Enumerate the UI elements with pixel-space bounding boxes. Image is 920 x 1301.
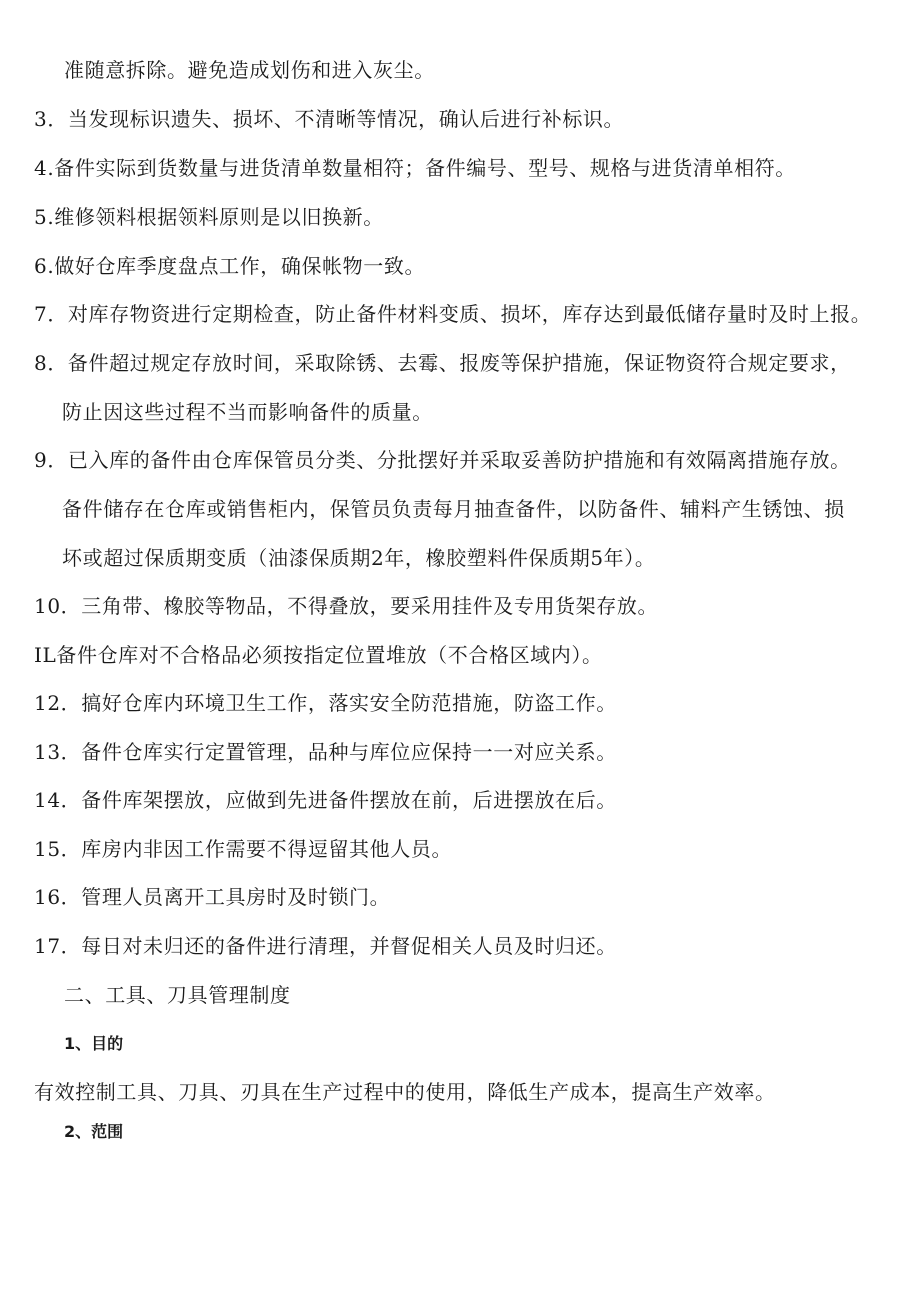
list-item: 7．对库存物资进行定期检查，防止备件材料变质、损坏，库存达到最低储存量时及时上报。 — [34, 302, 872, 326]
paragraph-line: 准随意拆除。避免造成划伤和进入灰尘。 — [64, 58, 435, 82]
subheading-scope: 2、范围 — [64, 1122, 124, 1141]
list-item: 13．备件仓库实行定置管理，品种与库位应保持一一对应关系。 — [34, 740, 617, 764]
list-item-continuation: 坏或超过保质期变质（油漆保质期2年，橡胶塑料件保质期5年）。 — [62, 546, 656, 570]
subheading-purpose: 1、目的 — [64, 1034, 124, 1053]
paragraph-line: 有效控制工具、刀具、刃具在生产过程中的使用，降低生产成本，提高生产效率。 — [34, 1080, 776, 1104]
list-item-continuation: 备件储存在仓库或销售柜内，保管员负责每月抽查备件，以防备件、辅料产生锈蚀、损 — [62, 497, 845, 521]
list-item: 5.维修领料根据领料原则是以旧换新。 — [34, 205, 384, 229]
list-item: 3．当发现标识遗失、损坏、不清晰等情况，确认后进行补标识。 — [34, 107, 625, 131]
list-item: 15．库房内非因工作需要不得逗留其他人员。 — [34, 837, 453, 861]
list-item: 8．备件超过规定存放时间，采取除锈、去霉、报废等保护措施，保证物资符合规定要求， — [34, 351, 851, 375]
list-item: 16．管理人员离开工具房时及时锁门。 — [34, 885, 391, 909]
section-heading: 二、工具、刀具管理制度 — [64, 983, 291, 1007]
list-item: 17．每日对未归还的备件进行清理，并督促相关人员及时归还。 — [34, 934, 617, 958]
list-item: 12．搞好仓库内环境卫生工作，落实安全防范措施，防盗工作。 — [34, 691, 617, 715]
list-item: 10．三角带、橡胶等物品，不得叠放，要采用挂件及专用货架存放。 — [34, 594, 659, 618]
list-item: IL备件仓库对不合格品必须按指定位置堆放（不合格区域内）。 — [34, 643, 603, 667]
list-item-continuation: 防止因这些过程不当而影响备件的质量。 — [62, 400, 433, 424]
list-item: 14．备件库架摆放，应做到先进备件摆放在前，后进摆放在后。 — [34, 788, 617, 812]
list-item: 9．已入库的备件由仓库保管员分类、分批摆好并采取妥善防护措施和有效隔离措施存放。 — [34, 448, 851, 472]
list-item: 4.备件实际到货数量与进货清单数量相符；备件编号、型号、规格与进货清单相符。 — [34, 156, 796, 180]
list-item: 6.做好仓库季度盘点工作，确保帐物一致。 — [34, 254, 426, 278]
